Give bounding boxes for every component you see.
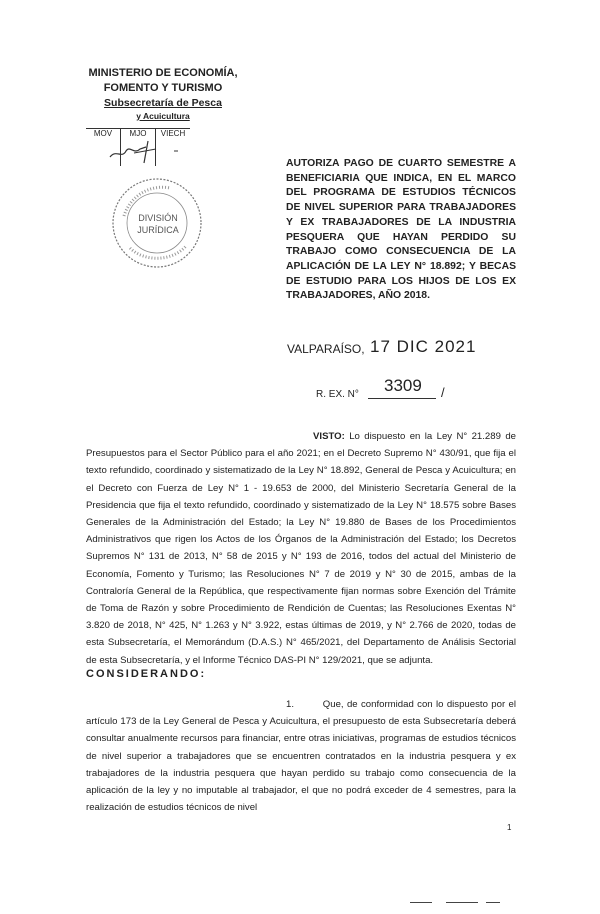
approval-label-viech: VIECH xyxy=(160,129,186,138)
visto-text: Lo dispuesto en la Ley N° 21.289 de Presupuestos para el Sector Público para el año 2021; en el Decreto Supremo N° 430/91, que fija el texto refundido, coordinado y sistematizado de la Ley N° 18.892, General de Pesca y Acuicultura; en el Decreto con Fuerza de Ley N° 1 - 19.653 de 2000, del Ministerio Secretaría General de la Presidencia que fija el texto refundido, coordinado y sistematizado de la Ley N° 18.575 sobre Bases Generales de la Administración del Estado; la Ley N° 19.880 de Bases de los Procedimientos Administrativos que rigen los Actos de los Órganos de la Administración del Estado; los Decretos Supremos N° 131 de 2013, N° 58 de 2015 y N° 193 de 2016, todos del actual del Ministerio de Economía, Fomento y Turismo; las Resoluciones N° 7 de 2019 y N° 30 de 2015, ambas de la Contraloría General de la República, que respectivamente fijan normas sobre Exención del Trámite de Toma de Razón y sobre Procedimiento de Rendición de Cuentas; las Resoluciones Exentas N° 3.820 de 2018, N° 425, N° 1.263 y N° 3.922, estas últimas de 2019, y N° 2.766 de 2020, todas de esta Subsecretaría, el Memorándum (D.A.S.) N° 465/2021, del Departamento de Análisis Sectorial de esta Subsecretaría, y el Informe Técnico DAS-PI N° 129/2021, que se adjunta. xyxy=(86,431,516,666)
undersecretariat-line1: Subsecretaría de Pesca xyxy=(104,97,222,109)
ministry-name-line2: FOMENTO Y TURISMO xyxy=(103,82,223,94)
footer-mark-1 xyxy=(410,902,432,903)
considerando-item-1-number: 1. xyxy=(286,699,295,710)
visto-paragraph xyxy=(86,428,516,669)
resolution-number-tail: / xyxy=(441,385,445,400)
undersecretariat-line2: y Acuicultura xyxy=(136,111,190,121)
approval-label-mjo: MJO xyxy=(121,129,156,139)
ministry-name-line1: MINISTERIO DE ECONOMÍA, xyxy=(88,67,238,79)
initials-signature xyxy=(86,129,190,167)
approval-label-mov: MOV xyxy=(86,129,121,139)
considerando-item-1-text: Que, de conformidad con lo dispuesto por el artículo 173 de la Ley General de Pesca y Acuicultura, el presupuesto de esta Subsecretaría deberá consultar anualmente recursos para financiar, entre otras iniciativas, programas de estudios técnicos de nivel superior a trabajadores que se encuentren contratados en la industria pesquera y ex trabajadores de la industria pesquera que hayan perdido su trabajo como consecuencia de la aplicación de la ley y no imputable al trabajador, el que no podrá exceder de 4 semestres, para la realización de estudios técnicos de nivel xyxy=(86,699,516,814)
footer-mark-2 xyxy=(446,902,478,903)
page-number: 1 xyxy=(507,823,512,832)
footer-mark-3 xyxy=(486,902,500,903)
date-place: VALPARAÍSO, xyxy=(287,342,365,356)
resolution-number-line xyxy=(368,398,436,399)
considerando-heading: CONSIDERANDO: xyxy=(86,668,207,680)
legal-division-seal xyxy=(110,176,204,270)
resolution-label: R. EX. N° xyxy=(316,389,359,400)
resolution-number: 3309 xyxy=(384,376,422,395)
ministry-header xyxy=(78,66,248,122)
resolution-title: AUTORIZA PAGO DE CUARTO SEMESTRE A BENEFICIARIA QUE INDICA, EN EL MARCO DEL PROGRAMA DE ESTUDIOS TÉCNICOS DE NIVEL SUPERIOR PARA TRABAJADORES Y EX TRABAJADORES DE LA INDUSTRIA PESQUERA QUE HAYAN PERDIDO SU TRABAJO COMO CONSECUENCIA DE LA APLICACIÓN DE LA LEY N° 18.892; Y BECAS DE ESTUDIO PARA LOS HIJOS DE LOS EX TRABAJADORES, AÑO 2018. xyxy=(286,158,516,302)
considerando-item-1 xyxy=(86,696,516,816)
approval-box xyxy=(86,128,190,167)
seal-text: DIVISIÓN JURÍDICA xyxy=(137,213,179,235)
visto-label: VISTO: xyxy=(313,431,345,442)
date-stamp: 17 DIC 2021 xyxy=(370,337,477,356)
